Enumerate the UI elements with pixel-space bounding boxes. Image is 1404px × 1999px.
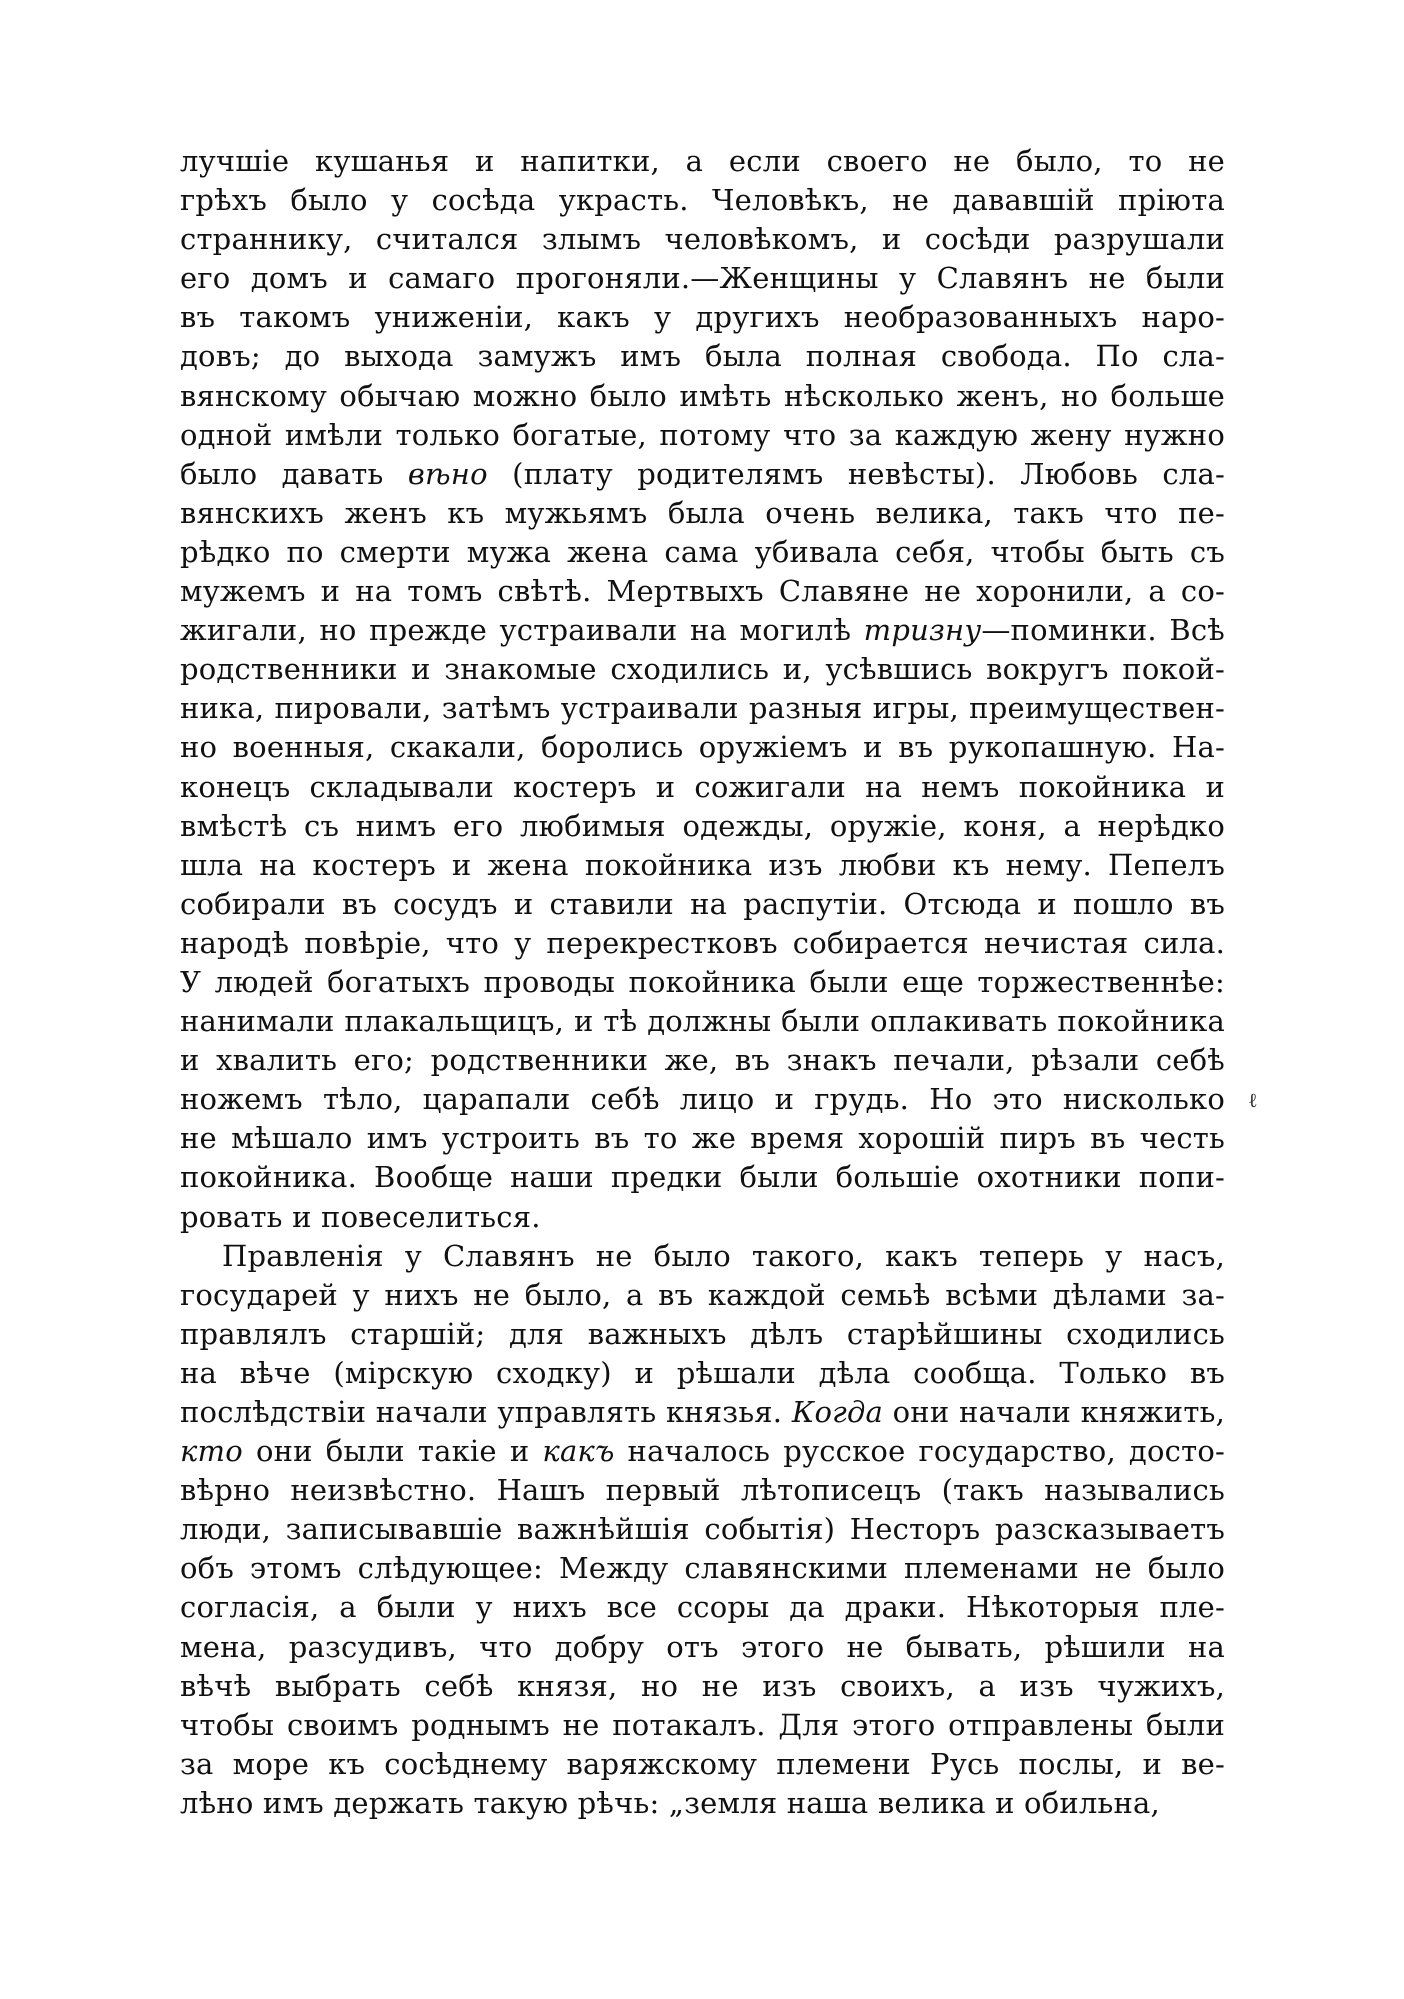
text-run: страннику, считался злымъ человѣкомъ, и сосѣди разрушали <box>180 222 1225 257</box>
text-line <box>180 1354 1225 1393</box>
italic-term: Когда <box>791 1395 884 1429</box>
text-run: вѣчѣ выбрать себѣ князя, но не изъ своихъ, а изъ чужихъ, <box>180 1668 1225 1703</box>
text-line <box>180 1080 1225 1119</box>
text-run: было давать <box>180 456 408 491</box>
text-run: нанимали плакальщицъ, и тѣ должны были оплакивать покойника <box>180 1004 1225 1039</box>
text-run: послѣдствіи начали управлять князья. <box>180 1395 792 1429</box>
text-run: ника, пировали, затѣмъ устраивали разныя игры, преимуществен- <box>180 691 1225 726</box>
text-run: вмѣстѣ съ нимъ его любимыя одежды, оружіе, коня, а нерѣдко <box>180 808 1225 843</box>
text-line <box>180 689 1225 728</box>
text-line <box>180 220 1225 259</box>
text-line <box>180 1706 1225 1745</box>
text-run: люди, записывавшіе важнѣйшія событія) Несторъ разсказываетъ <box>180 1512 1225 1547</box>
text-line <box>180 1628 1225 1667</box>
text-run: началось русское государство, досто- <box>614 1434 1225 1469</box>
text-line <box>180 885 1225 924</box>
italic-term: вѣно <box>407 456 488 491</box>
text-run: довъ; до выхода замужъ имъ была полная свобода. По сла- <box>180 339 1225 374</box>
text-run: ровать и повеселиться. <box>180 1199 541 1234</box>
text-line <box>180 1315 1225 1354</box>
text-line <box>180 611 1225 650</box>
text-run: жигали, но прежде устраивали на могилѣ <box>180 613 864 648</box>
text-run: вянскихъ женъ къ мужьямъ была очень велика, такъ что пе- <box>180 495 1225 530</box>
text-line <box>180 259 1225 298</box>
text-run: и хвалить его; родственники же, въ знакъ печали, рѣзали себѣ <box>180 1043 1225 1078</box>
text-run: шла на костеръ и жена покойника изъ любви къ нему. Пепелъ <box>180 847 1225 882</box>
text-line <box>180 416 1225 455</box>
text-line <box>180 1510 1225 1549</box>
text-run: грѣхъ было у сосѣда украсть. Человѣкъ, не дававшій пріюта <box>180 183 1225 218</box>
text-run: его домъ и самаго прогоняли.—Женщины у Славянъ не были <box>180 261 1225 296</box>
text-run: ножемъ тѣло, царапали себѣ лицо и грудь. Но это нисколько <box>180 1082 1225 1117</box>
text-run: одной имѣли только богатые, потому что за каждую жену нужно <box>180 417 1225 452</box>
text-line <box>180 533 1225 572</box>
text-line <box>180 1784 1225 1823</box>
text-line <box>180 1471 1225 1510</box>
text-line <box>180 650 1225 689</box>
text-line <box>180 142 1225 181</box>
text-line <box>180 924 1225 963</box>
text-run: они начали княжить, <box>883 1395 1225 1429</box>
text-run: вянскому обычаю можно было имѣть нѣсколько женъ, но больше <box>180 378 1225 413</box>
text-run: согласія, а были у нихъ все ссоры да драки. Нѣкоторыя пле- <box>180 1590 1225 1625</box>
text-line <box>180 963 1225 1002</box>
text-line <box>180 1119 1225 1158</box>
text-run: (плату родителямъ невѣсты). Любовь сла- <box>487 456 1225 491</box>
page-text <box>180 142 1225 1823</box>
text-line <box>180 1549 1225 1588</box>
text-run: лучшіе кушанья и напитки, а если своего не было, то не <box>180 144 1225 178</box>
text-run: чтобы своимъ роднымъ не потакалъ. Для этого отправлены были <box>180 1707 1225 1742</box>
text-run: рѣдко по смерти мужа жена сама убивала себя, чтобы быть съ <box>180 534 1225 569</box>
text-line <box>180 1745 1225 1784</box>
text-run: лѣно имъ держать такую рѣчь: „земля наша велика и обильна, <box>180 1785 1160 1820</box>
italic-term: какъ <box>542 1434 615 1469</box>
text-line <box>180 1198 1225 1237</box>
text-run: Правленія у Славянъ не было такого, какъ теперь у насъ, <box>222 1238 1225 1273</box>
text-line <box>180 455 1225 494</box>
text-run: мена, разсудивъ, что добру отъ этого не бывать, рѣшили на <box>180 1629 1225 1664</box>
italic-term: кто <box>180 1434 243 1469</box>
text-run: покойника. Вообще наши предки были большіе охотники попи- <box>180 1160 1225 1195</box>
text-run: собирали въ сосудъ и ставили на распутіи. Отсюда и пошло въ <box>180 886 1225 921</box>
italic-term: тризну <box>863 613 982 648</box>
text-line <box>180 728 1225 767</box>
paragraph-2 <box>180 1237 1225 1823</box>
text-line <box>180 494 1225 533</box>
text-line <box>180 337 1225 376</box>
text-run: объ этомъ слѣдующее: Между славянскими племенами не было <box>180 1551 1225 1586</box>
text-line <box>180 1002 1225 1041</box>
text-run: они были такіе и <box>242 1434 543 1469</box>
text-run: государей у нихъ не было, а въ каждой семьѣ всѣми дѣлами за- <box>180 1277 1225 1312</box>
margin-mark: ℓ <box>1248 1088 1258 1112</box>
text-run: родственники и знакомые сходились и, усѣвшись вокругъ покой- <box>180 652 1225 687</box>
text-run: на вѣче (мірскую сходку) и рѣшали дѣла сообща. Только въ <box>180 1355 1225 1390</box>
text-line <box>180 1276 1225 1315</box>
text-run: за море къ сосѣднему варяжскому племени Русь послы, и ве- <box>180 1746 1225 1781</box>
text-line <box>180 1588 1225 1627</box>
text-line <box>180 1041 1225 1080</box>
text-line <box>180 807 1225 846</box>
text-line <box>180 1667 1225 1706</box>
text-line <box>180 572 1225 611</box>
text-run: правлялъ старшій; для важныхъ дѣлъ старѣйшины сходились <box>180 1316 1225 1351</box>
text-line <box>180 1158 1225 1197</box>
text-run: не мѣшало имъ устроить въ то же время хорошій пиръ въ честь <box>180 1121 1225 1156</box>
text-line <box>180 1393 1225 1432</box>
text-line <box>180 846 1225 885</box>
text-line <box>180 377 1225 416</box>
text-line <box>180 298 1225 337</box>
text-line <box>180 768 1225 807</box>
text-run: мужемъ и на томъ свѣтѣ. Мертвыхъ Славяне не хоронили, а со- <box>180 574 1225 609</box>
text-run: но военныя, скакали, боролись оружіемъ и въ рукопашную. На- <box>180 730 1225 765</box>
text-run: —поминки. Всѣ <box>981 613 1225 648</box>
text-run: У людей богатыхъ проводы покойника были еще торжественнѣе: <box>180 964 1225 999</box>
text-line <box>180 1432 1225 1471</box>
text-run: вѣрно неизвѣстно. Нашъ первый лѣтописецъ (такъ назывались <box>180 1473 1225 1508</box>
text-run: конецъ складывали костеръ и сожигали на немъ покойника и <box>180 769 1225 804</box>
text-line <box>180 1237 1225 1276</box>
paragraph-1 <box>180 142 1225 1237</box>
text-run: народѣ повѣріе, что у перекрестковъ собирается нечистая сила. <box>180 925 1225 960</box>
text-run: въ такомъ униженіи, какъ у другихъ необразованныхъ наро- <box>180 300 1225 335</box>
text-line <box>180 181 1225 220</box>
